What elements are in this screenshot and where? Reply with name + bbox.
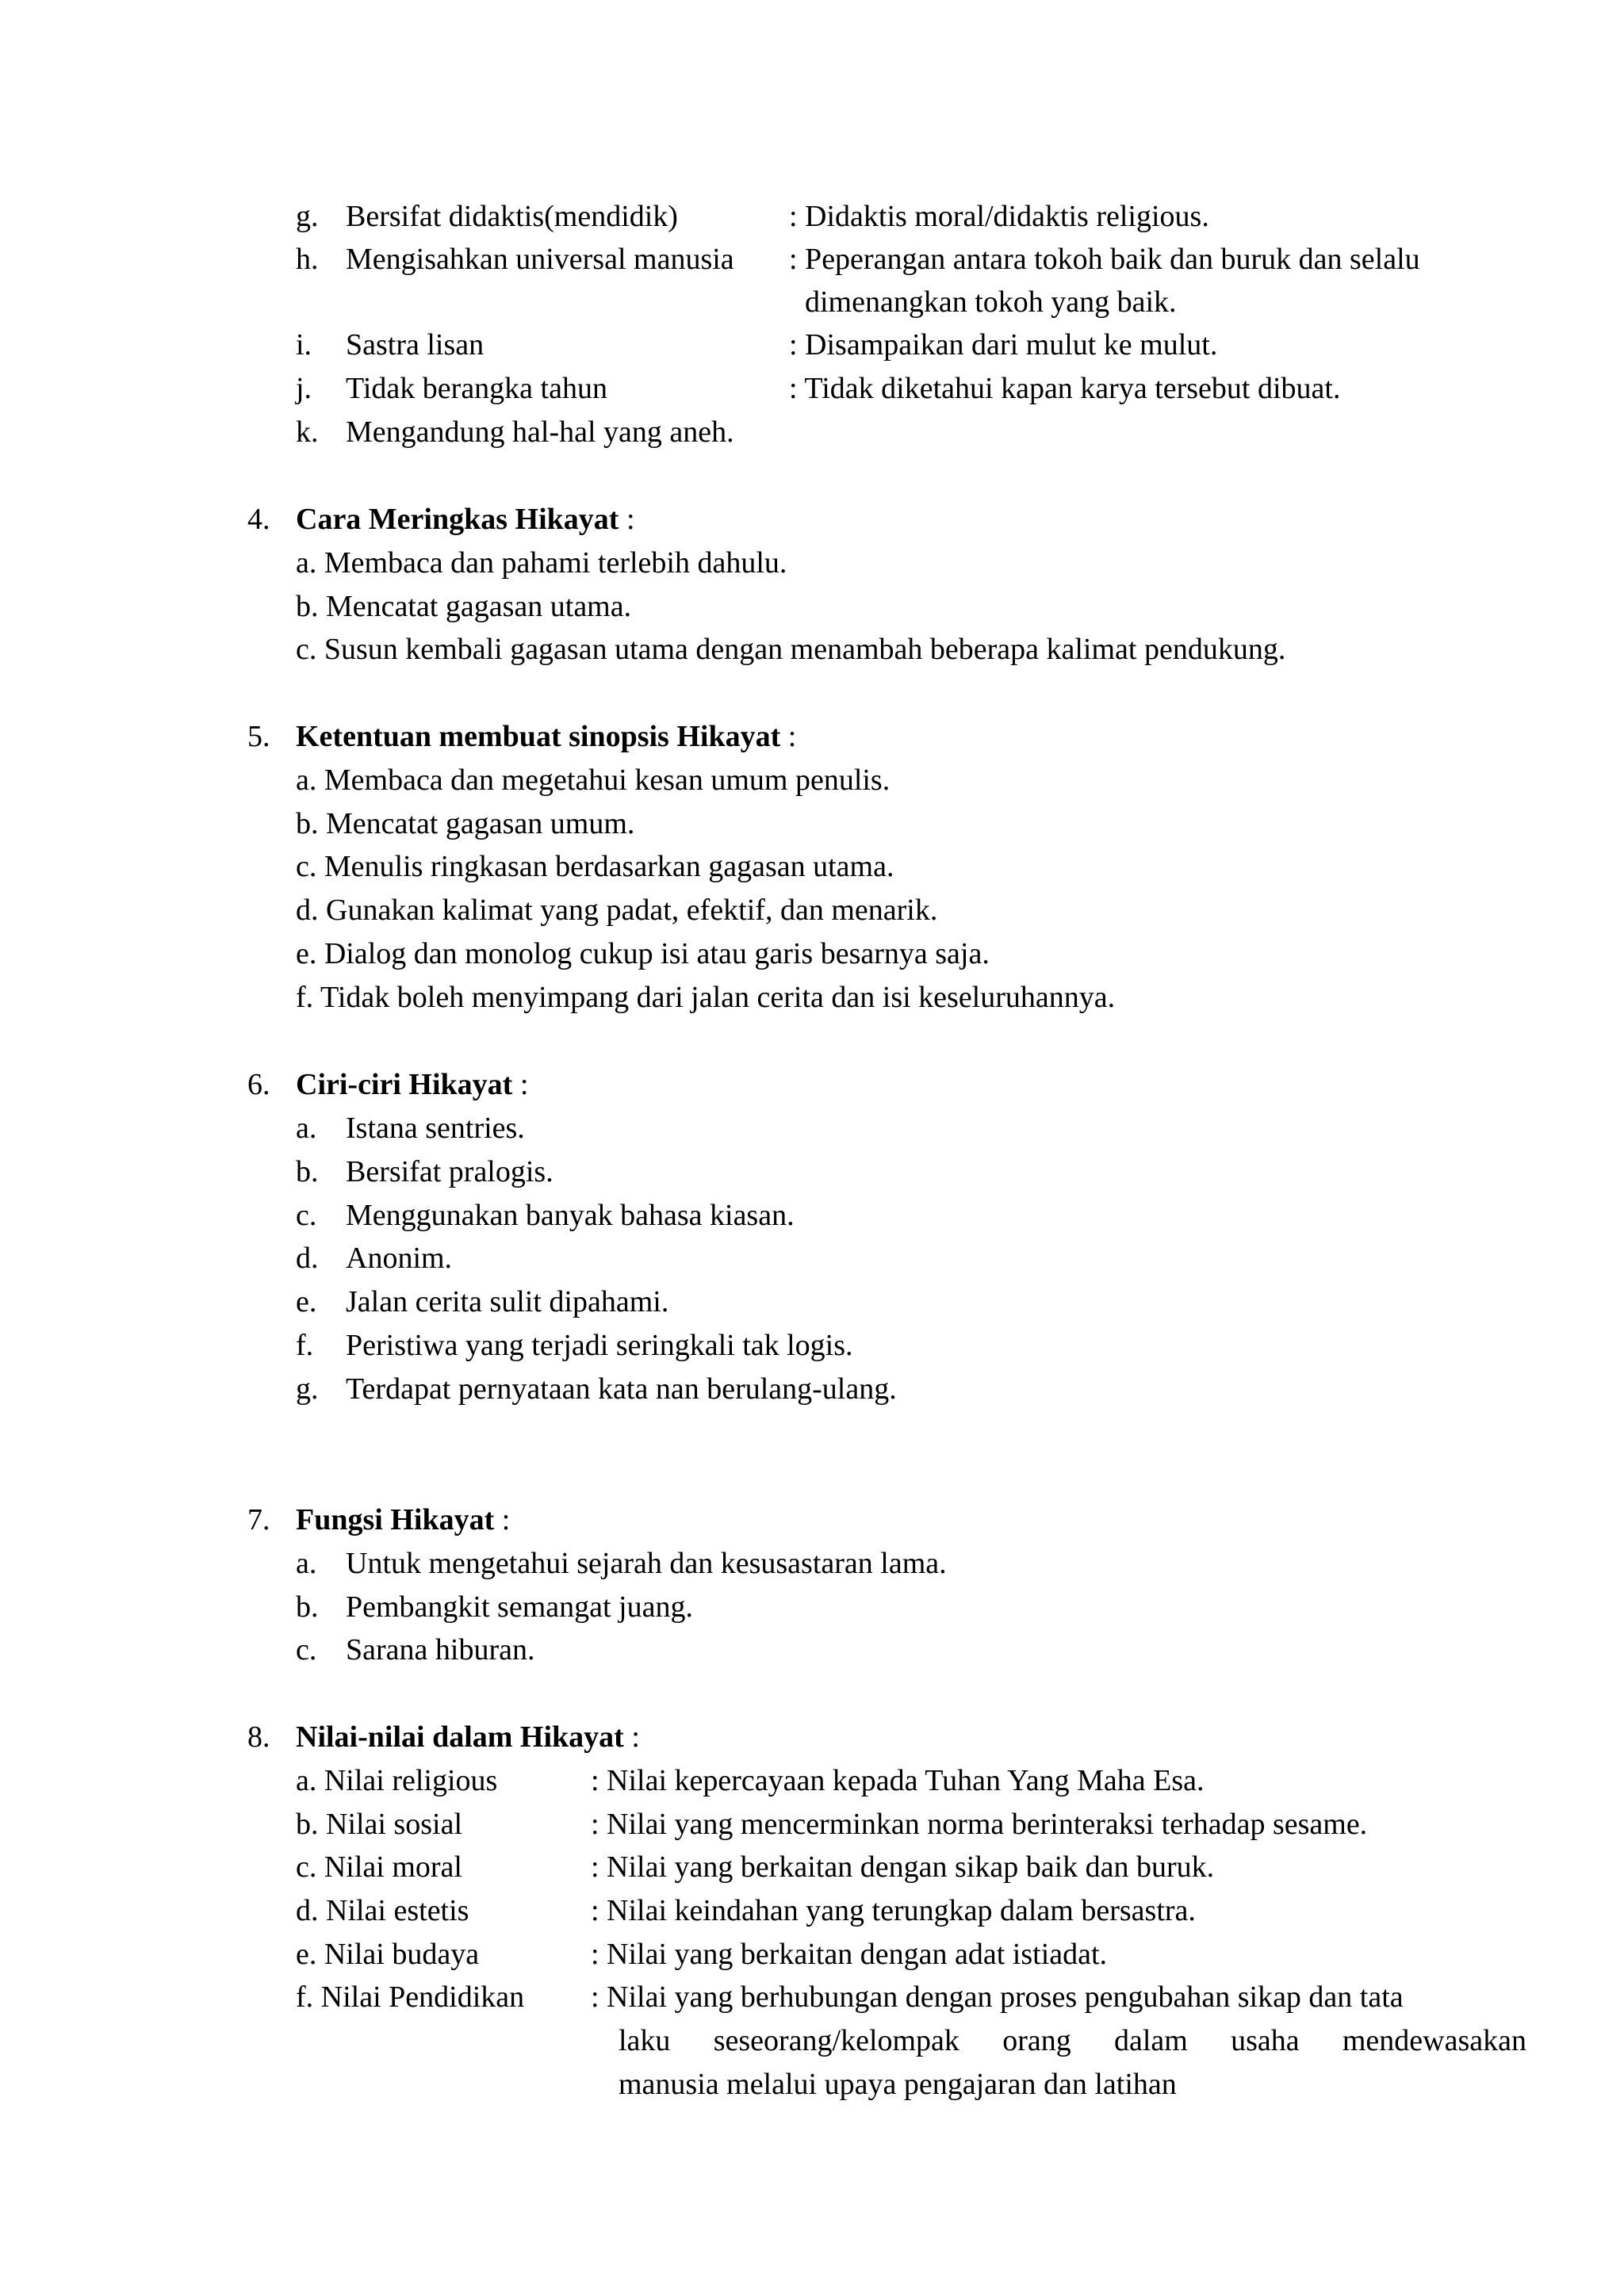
list-description: : Peperangan antara tokoh baik dan buruk dan selalu [789, 243, 1420, 276]
section-title: Nilai-nilai dalam Hikayat [296, 1720, 624, 1754]
value-term: e. Nilai budaya [296, 1938, 480, 1971]
list-item: Pembangkit semangat juang. [346, 1590, 693, 1624]
list-item: Jalan cerita sulit dipahami. [346, 1285, 669, 1318]
section-number: 7. [247, 1503, 270, 1536]
list-item: Terdapat pernyataan kata nan berulang-ulang. [346, 1372, 897, 1406]
list-letter: g. [296, 200, 319, 233]
value-term: d. Nilai estetis [296, 1894, 469, 1927]
list-item: e. Dialog dan monolog cukup isi atau garis besarnya saja. [296, 937, 990, 970]
list-letter: a. [296, 1112, 317, 1145]
list-letter: b. [296, 1155, 319, 1188]
list-term: Sastra lisan [346, 328, 485, 362]
list-term: Tidak berangka tahun [346, 372, 607, 405]
value-description: : Nilai yang berkaitan dengan sikap baik dan buruk. [591, 1850, 1215, 1884]
list-item: Menggunakan banyak bahasa kiasan. [346, 1199, 795, 1232]
list-item: Sarana hiburan. [346, 1633, 535, 1667]
section-title: Ciri-ciri Hikayat [296, 1068, 513, 1101]
list-item: Bersifat pralogis. [346, 1155, 553, 1188]
list-term: Bersifat didaktis(mendidik) [346, 200, 678, 233]
heading-colon: : [619, 503, 635, 536]
value-description: : Nilai keindahan yang terungkap dalam bersastra. [591, 1894, 1196, 1927]
value-description: : Nilai yang berkaitan dengan adat istiadat. [591, 1938, 1108, 1971]
list-letter: a. [296, 1547, 317, 1580]
list-letter: h. [296, 243, 319, 276]
list-letter: k. [296, 415, 319, 449]
list-letter: e. [296, 1285, 317, 1318]
list-item: Peristiwa yang terjadi seringkali tak logis. [346, 1329, 853, 1362]
list-term: Mengandung hal-hal yang aneh. [346, 415, 734, 449]
section-title: Ketentuan membuat sinopsis Hikayat [296, 720, 781, 753]
list-letter: c. [296, 1633, 317, 1667]
list-letter: g. [296, 1372, 319, 1406]
value-term: b. Nilai sosial [296, 1808, 463, 1841]
section-title: Fungsi Hikayat [296, 1503, 495, 1536]
heading-colon: : [512, 1068, 529, 1101]
list-description: : Tidak diketahui kapan karya tersebut dibuat. [789, 372, 1341, 405]
list-letter: c. [296, 1199, 317, 1232]
section-number: 6. [247, 1068, 270, 1101]
section-heading [296, 1063, 528, 1106]
value-term: c. Nilai moral [296, 1850, 462, 1884]
value-term: f. Nilai Pendidikan [296, 1980, 525, 2014]
heading-colon: : [494, 1503, 511, 1536]
list-letter: j. [296, 372, 312, 405]
list-description: : Didaktis moral/didaktis religious. [789, 200, 1209, 233]
section-heading [296, 1716, 640, 1758]
list-term: Mengisahkan universal manusia [346, 243, 734, 276]
list-item: Anonim. [346, 1242, 453, 1275]
list-item: Untuk mengetahui sejarah dan kesusastaran lama. [346, 1547, 947, 1580]
value-description: : Nilai yang berhubungan dengan proses pengubahan sikap dan tata [591, 1980, 1404, 2014]
list-description: : Disampaikan dari mulut ke mulut. [789, 328, 1218, 362]
section-number: 8. [247, 1720, 270, 1754]
list-item: a. Membaca dan megetahui kesan umum penulis. [296, 763, 891, 797]
value-description-continued: laku seseorang/kelompak orang dalam usaha mendewasakan [619, 2024, 1526, 2057]
list-item: d. Gunakan kalimat yang padat, efektif, dan menarik. [296, 894, 938, 927]
list-item: Istana sentries. [346, 1112, 525, 1145]
value-description-continued: manusia melalui upaya pengajaran dan latihan [619, 2068, 1177, 2101]
value-description: : Nilai kepercayaan kepada Tuhan Yang Maha Esa. [591, 1764, 1205, 1797]
section-title: Cara Meringkas Hikayat [296, 503, 619, 536]
list-letter: b. [296, 1590, 319, 1624]
list-item: c. Susun kembali gagasan utama dengan menambah beberapa kalimat pendukung. [296, 633, 1286, 666]
list-letter: i. [296, 328, 312, 362]
list-letter: d. [296, 1242, 319, 1275]
list-item: a. Membaca dan pahami terlebih dahulu. [296, 546, 787, 580]
list-item: c. Menulis ringkasan berdasarkan gagasan utama. [296, 850, 894, 883]
value-description: : Nilai yang mencerminkan norma berinteraksi terhadap sesame. [591, 1808, 1368, 1841]
section-heading [296, 498, 635, 541]
section-heading [296, 715, 796, 758]
list-letter: f. [296, 1329, 314, 1362]
section-number: 5. [247, 720, 270, 753]
list-item: b. Mencatat gagasan utama. [296, 590, 632, 623]
list-item: b. Mencatat gagasan umum. [296, 807, 635, 840]
value-term: a. Nilai religious [296, 1764, 498, 1797]
list-description-continued: dimenangkan tokoh yang baik. [805, 285, 1177, 319]
heading-colon: : [780, 720, 797, 753]
section-number: 4. [247, 503, 270, 536]
list-item: f. Tidak boleh menyimpang dari jalan cerita dan isi keseluruhannya. [296, 981, 1116, 1014]
section-heading [296, 1498, 510, 1541]
heading-colon: : [623, 1720, 640, 1754]
